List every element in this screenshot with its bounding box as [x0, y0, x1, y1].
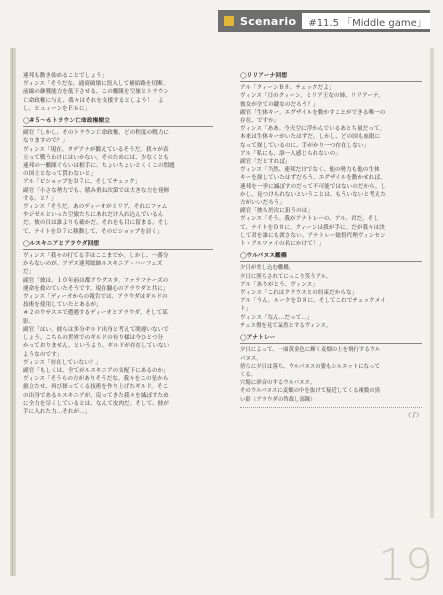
text-line: 存在、ですか」	[240, 118, 280, 125]
text-line: 彼女が全ての鍵なのだろう？」	[240, 101, 319, 108]
section-heading: ◯ルスキニアとアラウダ回想	[23, 240, 213, 250]
section-heading: ◯ウルパヌス艦橋	[240, 252, 422, 262]
text-line: て、ナイトをＤ８に。クィーンは我が手に。だが我々は決	[240, 224, 385, 231]
header-bar	[218, 10, 430, 32]
text-line: ヴィンス「そうらの方がありそうだな。我々をこの星から	[23, 376, 169, 383]
text-line: 前線の継戦能力を低下させる。この艦隊を空旅とトラウン	[23, 89, 169, 96]
text-line: 連邦も動き始めることでしょう」	[23, 73, 108, 79]
text-line: 連邦の一艦隊ぐらいは相手に、ちょいちょいとくくこの問題	[23, 163, 175, 170]
text-line: かっておりません。というより、ギルドが存在していない	[23, 343, 170, 350]
text-line: 傍らに夕日は落ち、ウルパヌスの姿もシルエットになって	[240, 363, 380, 370]
text-line: 亡命政権に与え、我々はそれを支援するとしよう！ よ	[23, 97, 164, 104]
header-accent-square-icon	[224, 16, 234, 26]
text-line: アル「ビショップをＤ７に。そしてチェック」	[23, 179, 141, 186]
text-line: パヌス。	[240, 355, 262, 362]
text-line: ヴィンス「そうだな。通商破壊に投入して補給路を切断、	[23, 81, 169, 88]
text-line: ヴィンス「そうだ。あのディーオがミリア、それにファム	[23, 204, 168, 211]
text-line: の国土となって貰わないと」	[23, 171, 96, 178]
text-line: 夕日が差し込む艦橋。	[240, 265, 295, 272]
intro-lines	[23, 72, 223, 113]
section-anatoray	[240, 334, 426, 420]
text-line: くる。	[240, 371, 257, 378]
text-line: ヴィンス「当然、連邦だけでなく、他の勢力も他の生体	[240, 167, 380, 174]
text-line: だ」	[23, 269, 35, 276]
text-line: ヴィンス「日のクィーン。ミリア王女の姉、リリアーナ。	[240, 93, 384, 100]
section-heading: ◯アナトレー	[240, 334, 422, 344]
text-line: 立って戦うわけにはいかない。そのためには、少なくとも	[23, 154, 169, 161]
text-line: アル「ありがとう、ヴィンス」	[240, 281, 318, 288]
text-line: 副官「もしくは、全てがルスキニアの支配下にあるのか」	[23, 367, 169, 374]
text-line: 副官「小さな勢力でも、積み重ね次第では大きな力を発揮	[23, 187, 169, 194]
text-line: ヴィンス「そう。我がアナトレーの、アル、君だ。そし	[240, 216, 379, 223]
section-ruskinia-arauda	[23, 240, 223, 416]
text-line: ヴィンス「なん…だって…」	[240, 314, 313, 321]
text-line: 副官「だとすれば」	[240, 159, 291, 166]
text-line: ヴィンス「現在、タデアナが鍛えているそうだ。我々が表	[23, 146, 169, 153]
text-line: ト・アルツァイの名にかけて！」	[240, 241, 324, 248]
text-line: ＃２のウサスエで遭遇するディーオとアラウダ。そして某	[23, 310, 168, 317]
text-line: 副官「しかし、そのトラウン亡命政権、どの程度の戦力に	[23, 130, 169, 137]
text-line: そのウルパヌスに麦畑の中を抜けて接近してくる複数の黒	[240, 388, 381, 395]
text-line: する。と？」	[23, 195, 57, 202]
section-heading: ◯#５〜６トラウン亡命政権樹立	[23, 117, 213, 127]
text-line: 運命を救のていたそうです。現在騒心のアラウダと共に」	[23, 285, 169, 292]
text-line: し、ヒュィーンをＥ６に」	[23, 105, 91, 112]
text-line: 影。	[23, 318, 35, 325]
text-line: ようなのです」	[23, 351, 63, 358]
text-line: ヴィンス「存在していない？」	[23, 359, 102, 366]
text-line: アル「クィーンＢ８。チェックだよ」	[240, 85, 335, 92]
right-edge-rail	[430, 48, 434, 518]
text-line: 穴場に砂音のするウルパヌス。	[240, 380, 316, 387]
text-line: 連邦を一挙に滅ぼすのだって不可能ではないのだから。し	[240, 183, 386, 190]
text-line: かし、見つけられないということは、もういないと考えた	[240, 191, 386, 198]
text-line: だ。彼の目は誰よりも確かだ。それをも目に留まる。そし	[23, 220, 169, 227]
end-mark: （了）	[405, 412, 422, 419]
header-section-label: Scenario	[240, 14, 297, 28]
left-text-column	[23, 72, 223, 416]
text-line: 旅立たせ、再び探ってくる技術を作り上げたギルド。そこ	[23, 384, 169, 391]
dotted-divider	[240, 407, 422, 408]
text-line: ヴィンス「ディーオからの報告では、アラウダはギルドの	[23, 294, 168, 301]
section-urbanus-bridge	[240, 252, 426, 330]
text-line: 本来は生体キーがいたはずだ。しかし、どの国も血眼に	[240, 134, 381, 141]
text-line: 技術を使用していたとあるが」	[23, 302, 102, 309]
text-line: 副官「はい。彼らは多分ギルド出身と考えて間違いないで	[23, 326, 169, 333]
section-liliana	[240, 72, 426, 248]
text-line: して君を誰にも渡さない。アナトレー総督代理ヴィンセン	[240, 232, 386, 239]
text-line: ト」	[240, 306, 252, 313]
text-line: の出身であるルスキニアが、戻ってきた我々を滅ぼすため	[23, 392, 169, 399]
text-line: に全力を尽くしているとは、なんて皮肉だ。そして、彼が	[23, 400, 169, 407]
section-heading: ◯リリアーナ回想	[240, 72, 422, 82]
section-trawn-government	[23, 117, 223, 236]
text-line: 夕日によって、一面黄金色に輝く麦畑の上を飛行するウル	[240, 347, 381, 354]
page-number: 19	[378, 540, 432, 591]
text-line: 手に入れた力…それが…」	[23, 408, 91, 415]
text-line: やジゼルといった空旅たちにあれだけ入れ込んでいるん	[23, 212, 164, 219]
text-line: 副官「彼ら於次に狙うのは」	[240, 208, 313, 215]
text-line: ヴィンス「我々の打てる手はここまでか。しかし、一番分	[23, 253, 169, 260]
text-line: ヴィンス「ああ。今天空に浮かんでいるあとち量だって。	[240, 126, 386, 133]
text-line: 副官「彼は、１０年前は都アウグスタ、ファラフナーズの	[23, 277, 169, 284]
text-line: 夕日に照らされてにっこり笑うアル。	[240, 273, 332, 280]
text-line: ヴィンス「これはクラウスとの約束だからな」	[240, 290, 358, 297]
text-line: い影（アラウダの咎裁し部隊）	[240, 396, 316, 403]
text-line: なりますので？」	[23, 138, 68, 145]
text-line: キーを探していたはずだろう。エグザイルを動かせれば、	[240, 175, 386, 182]
left-binding-rail	[10, 48, 16, 576]
right-text-column	[240, 72, 426, 420]
text-line: アル「私にも、誰一人感じられないの」	[240, 150, 341, 157]
text-line: なって探しているのに、手がかり一つ存在しない」	[240, 142, 370, 149]
header-chapter-tab: #11.5 「Middle game」	[302, 13, 430, 29]
text-line: しょう。こちらの世界でのギルドの有り様は今ひとつ分	[23, 335, 164, 342]
text-line: アル「うん。ルークをＤ８に。そしてこれでチェックメイ	[240, 298, 386, 305]
text-line: 副官「生体キー。エグザイルを動かすことができる唯一の	[240, 109, 386, 116]
text-line: からないのが、アデス連邦総帥ルスキニア・ハーフェズ	[23, 261, 163, 268]
text-line: て、ナイトをＤ７に移動して、そのビショップを討く」	[23, 228, 163, 235]
text-line: 方がいいだろう」	[240, 200, 285, 207]
text-line: チェス盤を見て呆然とするヴィンス。	[240, 322, 332, 329]
